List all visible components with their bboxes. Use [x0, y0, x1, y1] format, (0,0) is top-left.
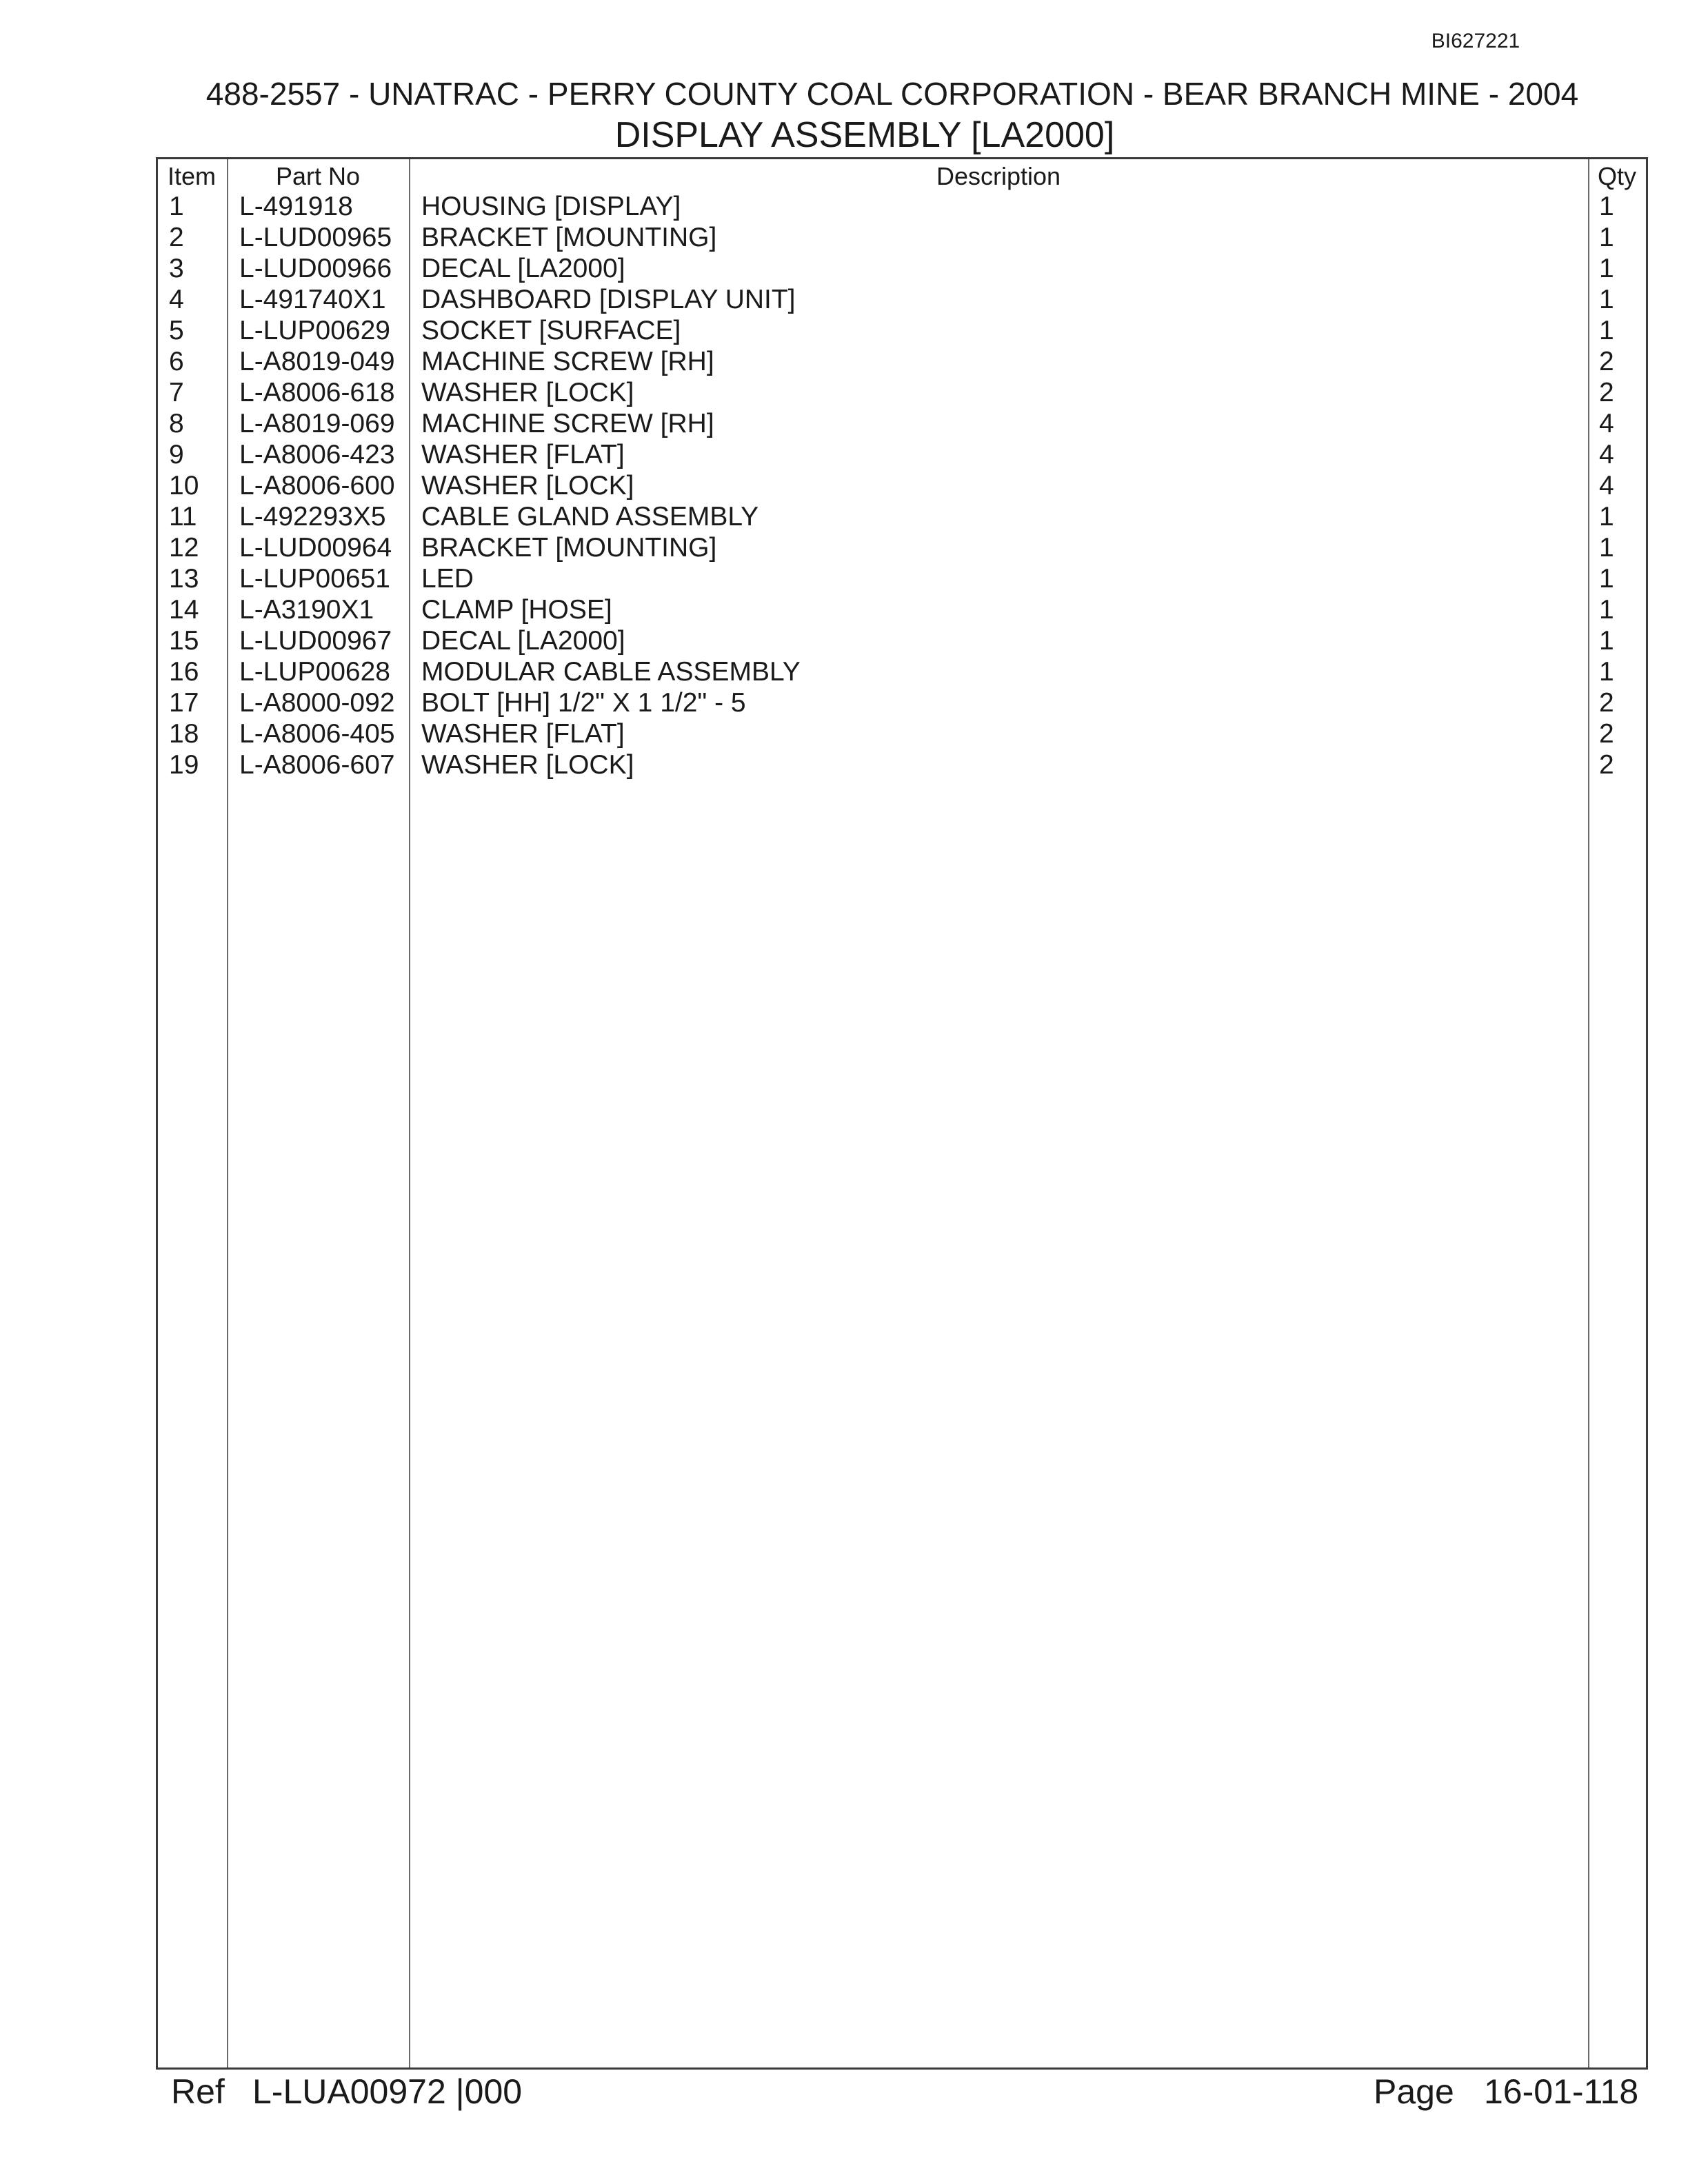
row-part-no: L-LUP00628 — [239, 657, 390, 687]
row-description: MACHINE SCREW [RH] — [421, 409, 714, 438]
row-qty: 2 — [1599, 688, 1614, 718]
row-part-no: L-A8019-049 — [239, 347, 395, 376]
row-item: 6 — [169, 347, 184, 376]
parts-table — [156, 157, 1648, 2070]
row-description: WASHER [FLAT] — [421, 440, 625, 469]
row-item: 2 — [169, 223, 184, 252]
page-title: 488-2557 - UNATRAC - PERRY COUNTY COAL CORPORATION - BEAR BRANCH MINE - 2004 — [205, 76, 1579, 112]
header-part-no: Part No — [275, 162, 361, 190]
row-qty: 1 — [1599, 626, 1614, 656]
row-qty: 1 — [1599, 533, 1614, 563]
row-description: SOCKET [SURFACE] — [421, 316, 681, 345]
row-description: DECAL [LA2000] — [421, 626, 625, 656]
header-item: Item — [168, 162, 217, 190]
row-part-no: L-LUD00965 — [239, 223, 392, 252]
row-item: 19 — [169, 750, 199, 780]
table-row — [158, 594, 1646, 625]
row-description: WASHER [FLAT] — [421, 719, 625, 749]
row-qty: 1 — [1599, 316, 1614, 345]
row-part-no: L-491918 — [239, 192, 353, 221]
row-qty: 1 — [1599, 595, 1614, 625]
header-description: Description — [936, 162, 1061, 190]
table-row — [158, 625, 1646, 656]
table-row — [158, 687, 1646, 718]
row-item: 11 — [169, 502, 197, 532]
table-row — [158, 749, 1646, 780]
row-item: 3 — [169, 254, 184, 283]
row-part-no: L-LUP00629 — [239, 316, 390, 345]
table-row — [158, 532, 1646, 563]
row-part-no: L-A8006-423 — [239, 440, 395, 469]
table-row — [158, 253, 1646, 284]
row-qty: 2 — [1599, 347, 1614, 376]
row-description: MACHINE SCREW [RH] — [421, 347, 714, 376]
table-row — [158, 501, 1646, 532]
row-description: DECAL [LA2000] — [421, 254, 625, 283]
row-item: 5 — [169, 316, 184, 345]
table-row — [158, 284, 1646, 315]
row-part-no: L-491740X1 — [239, 285, 386, 314]
assembly-title: DISPLAY ASSEMBLY [LA2000] — [614, 115, 1115, 155]
row-qty: 4 — [1599, 471, 1614, 501]
row-description: BRACKET [MOUNTING] — [421, 223, 717, 252]
table-row — [158, 191, 1646, 222]
table-row — [158, 563, 1646, 594]
row-description: MODULAR CABLE ASSEMBLY — [421, 657, 801, 687]
row-item: 1 — [169, 192, 184, 221]
row-qty: 1 — [1599, 254, 1614, 283]
row-part-no: L-A8006-607 — [239, 750, 395, 780]
table-row — [158, 470, 1646, 501]
row-description: DASHBOARD [DISPLAY UNIT] — [421, 285, 796, 314]
row-qty: 2 — [1599, 750, 1614, 780]
row-description: HOUSING [DISPLAY] — [421, 192, 681, 221]
row-item: 12 — [169, 533, 199, 563]
row-description: LED — [421, 564, 474, 594]
row-item: 16 — [169, 657, 199, 687]
row-description: BOLT [HH] 1/2" X 1 1/2" - 5 — [421, 688, 746, 718]
table-row — [158, 718, 1646, 749]
row-description: CLAMP [HOSE] — [421, 595, 612, 625]
row-part-no: L-LUD00966 — [239, 254, 392, 283]
row-description: CABLE GLAND ASSEMBLY — [421, 502, 759, 532]
row-item: 14 — [169, 595, 199, 625]
row-part-no: L-LUP00651 — [239, 564, 390, 594]
row-part-no: L-A8019-069 — [239, 409, 395, 438]
row-item: 4 — [169, 285, 184, 314]
row-part-no: L-A3190X1 — [239, 595, 374, 625]
row-part-no: L-A8006-600 — [239, 471, 395, 501]
table-row — [158, 439, 1646, 470]
row-part-no: L-A8006-618 — [239, 378, 395, 407]
table-row — [158, 408, 1646, 439]
row-part-no: L-A8000-092 — [239, 688, 395, 718]
page-number: 16-01-118 — [1484, 2072, 1639, 2111]
row-qty: 1 — [1599, 564, 1614, 594]
row-part-no: L-LUD00964 — [239, 533, 392, 563]
row-item: 8 — [169, 409, 184, 438]
row-part-no: L-LUD00967 — [239, 626, 392, 656]
table-row — [158, 377, 1646, 408]
table-header — [158, 161, 1646, 192]
row-qty: 4 — [1599, 440, 1614, 469]
row-qty: 1 — [1599, 657, 1614, 687]
table-row — [158, 222, 1646, 253]
row-qty: 1 — [1599, 192, 1614, 221]
row-qty: 2 — [1599, 378, 1614, 407]
table-row — [158, 656, 1646, 687]
header-qty: Qty — [1598, 162, 1637, 190]
row-part-no: L-492293X5 — [239, 502, 386, 532]
row-description: WASHER [LOCK] — [421, 750, 634, 780]
ref-label: Ref — [171, 2072, 225, 2111]
row-description: BRACKET [MOUNTING] — [421, 533, 717, 563]
row-qty: 1 — [1599, 285, 1614, 314]
row-part-no: L-A8006-405 — [239, 719, 395, 749]
table-row — [158, 315, 1646, 346]
row-item: 17 — [169, 688, 199, 718]
row-item: 9 — [169, 440, 184, 469]
row-item: 18 — [169, 719, 199, 749]
page-label: Page — [1374, 2072, 1454, 2111]
row-item: 15 — [169, 626, 199, 656]
row-description: WASHER [LOCK] — [421, 471, 634, 501]
document-id: BI627221 — [1431, 30, 1520, 52]
row-qty: 1 — [1599, 223, 1614, 252]
row-item: 7 — [169, 378, 184, 407]
row-item: 13 — [169, 564, 199, 594]
row-qty: 2 — [1599, 719, 1614, 749]
ref-value: L-LUA00972 |000 — [252, 2072, 523, 2111]
row-qty: 4 — [1599, 409, 1614, 438]
row-qty: 1 — [1599, 502, 1614, 532]
table-row — [158, 346, 1646, 377]
row-item: 10 — [169, 471, 199, 501]
row-description: WASHER [LOCK] — [421, 378, 634, 407]
